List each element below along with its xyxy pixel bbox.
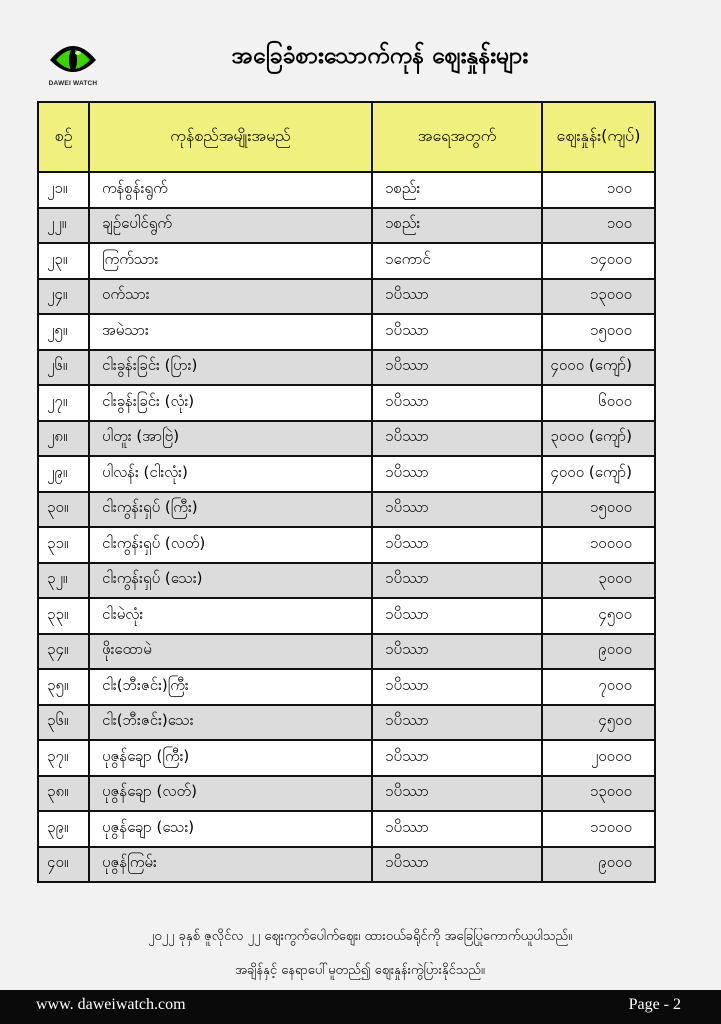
cell-price: ၁၃၀၀၀ xyxy=(542,776,655,812)
table-row xyxy=(38,705,655,741)
table-header-row xyxy=(38,102,655,172)
cell-item: ငါးခွန်းခြင်း (ပြား) xyxy=(89,350,372,386)
cell-quantity: ၁စည်း xyxy=(372,172,542,208)
table-row xyxy=(38,740,655,776)
cell-no: ၂၉။ xyxy=(38,456,89,492)
cell-item: ငါးခွန်းခြင်း (လုံး) xyxy=(89,385,372,421)
table-row xyxy=(38,598,655,634)
cell-quantity: ၁ပိဿာ xyxy=(372,634,542,670)
table-row xyxy=(38,279,655,315)
cell-price: ၉၀၀၀ xyxy=(542,634,655,670)
cell-item: ပုဇွန်ချော (သေး) xyxy=(89,811,372,847)
cell-price: ၄၀၀၀ (ကျော်) xyxy=(542,350,655,386)
cell-quantity: ၁ပိဿာ xyxy=(372,776,542,812)
cell-price: ၁၀၀ xyxy=(542,172,655,208)
table-row xyxy=(38,634,655,670)
cell-item: ငါး(ဘီးဇင်း)ကြီး xyxy=(89,669,372,705)
cell-price: ၄၅၀၀ xyxy=(542,598,655,634)
cell-no: ၃၆။ xyxy=(38,705,89,741)
cell-price: ၁၅၀၀၀ xyxy=(542,492,655,528)
cell-item: ပါလန်း (ငါးလုံး) xyxy=(89,456,372,492)
note-disclaimer: အချိန်နှင့် နေရာပေါ်မူတည်၍ ဈေးနှုန်းကွဲပြားနိုင်သည်။ xyxy=(235,963,485,978)
table-row xyxy=(38,776,655,812)
table-row xyxy=(38,208,655,244)
cell-price: ၇၀၀၀ xyxy=(542,669,655,705)
table-row xyxy=(38,350,655,386)
table-row xyxy=(38,456,655,492)
cell-item: ပုဇွန်ချော (ကြီး) xyxy=(89,740,372,776)
cell-no: ၂၇။ xyxy=(38,385,89,421)
column-header-price: ဈေးနှုန်း(ကျပ်) xyxy=(542,102,655,172)
cell-no: ၂၈။ xyxy=(38,421,89,457)
cell-item: ငါးကွန်းရှပ် (ကြီး) xyxy=(89,492,372,528)
cell-no: ၂၃။ xyxy=(38,243,89,279)
cell-quantity: ၁ပိဿာ xyxy=(372,527,542,563)
cell-price: ၁၁၀၀၀ xyxy=(542,811,655,847)
table-row xyxy=(38,172,655,208)
cell-no: ၃၉။ xyxy=(38,811,89,847)
cell-item: ငါးကွန်းရှပ် (လတ်) xyxy=(89,527,372,563)
table-body xyxy=(38,172,655,882)
cell-quantity: ၁ပိဿာ xyxy=(372,811,542,847)
cell-price: ၆၀၀၀ xyxy=(542,385,655,421)
cell-quantity: ၁ကောင် xyxy=(372,243,542,279)
cell-quantity: ၁ပိဿာ xyxy=(372,563,542,599)
eye-logo-icon xyxy=(40,38,106,80)
table-row xyxy=(38,847,655,883)
page-title: အခြေခံစားသောက်ကုန် ဈေးနှုန်းများ xyxy=(231,43,529,69)
cell-item: ငါးကွန်းရှပ် (သေး) xyxy=(89,563,372,599)
cell-no: ၂၄။ xyxy=(38,279,89,315)
footer-bar xyxy=(0,990,721,1024)
note-source: ၂၀၂၂ ခုနှစ် ဇူလိုင်လ ၂၂ ဈေးကွက်ပေါက်ဈေး၊ ထားဝယ်ခရိုင်ကို အခြေပြုကောက်ယူပါသည်။ xyxy=(147,929,573,944)
table-row xyxy=(38,563,655,599)
cell-quantity: ၁ပိဿာ xyxy=(372,669,542,705)
cell-item: ချဉ်ပေါင်ရွက် xyxy=(89,208,372,244)
table-row xyxy=(38,492,655,528)
column-header-item: ကုန်စည်အမျိုးအမည် xyxy=(89,102,372,172)
logo-text: DAWEI WATCH xyxy=(48,80,98,87)
cell-price: ၃၀၀၀ xyxy=(542,563,655,599)
cell-quantity: ၁ပိဿာ xyxy=(372,385,542,421)
cell-no: ၃၀။ xyxy=(38,492,89,528)
cell-no: ၃၄။ xyxy=(38,634,89,670)
cell-quantity: ၁ပိဿာ xyxy=(372,847,542,883)
cell-price: ၂၀၀၀၀ xyxy=(542,740,655,776)
price-table xyxy=(37,101,656,883)
cell-quantity: ၁စည်း xyxy=(372,208,542,244)
table-row xyxy=(38,421,655,457)
cell-quantity: ၁ပိဿာ xyxy=(372,350,542,386)
cell-item: ငါး(ဘီးဇင်း)သေး xyxy=(89,705,372,741)
cell-item: ကြက်သား xyxy=(89,243,372,279)
cell-price: ၄၀၀၀ (ကျော်) xyxy=(542,456,655,492)
cell-quantity: ၁ပိဿာ xyxy=(372,492,542,528)
logo xyxy=(40,38,106,90)
cell-item: ပါတူး (အာဗြဲ) xyxy=(89,421,372,457)
table-row xyxy=(38,314,655,350)
cell-no: ၃၂။ xyxy=(38,563,89,599)
cell-price: ၃၀၀၀ (ကျော်) xyxy=(542,421,655,457)
cell-quantity: ၁ပိဿာ xyxy=(372,740,542,776)
cell-item: အမဲသား xyxy=(89,314,372,350)
cell-quantity: ၁ပိဿာ xyxy=(372,279,542,315)
cell-no: ၃၇။ xyxy=(38,740,89,776)
cell-price: ၄၅၀၀ xyxy=(542,705,655,741)
website-text: www. daweiwatch.com xyxy=(36,996,186,1013)
cell-no: ၃၁။ xyxy=(38,527,89,563)
cell-quantity: ၁ပိဿာ xyxy=(372,705,542,741)
table-row xyxy=(38,811,655,847)
cell-item: ငါးမဲလုံး xyxy=(89,598,372,634)
table-row xyxy=(38,669,655,705)
cell-price: ၁၅၀၀၀ xyxy=(542,314,655,350)
cell-no: ၄၀။ xyxy=(38,847,89,883)
cell-quantity: ၁ပိဿာ xyxy=(372,314,542,350)
cell-no: ၂၆။ xyxy=(38,350,89,386)
cell-no: ၂၅။ xyxy=(38,314,89,350)
table-row xyxy=(38,385,655,421)
cell-quantity: ၁ပိဿာ xyxy=(372,456,542,492)
cell-item: ကန်စွန်းရွက် xyxy=(89,172,372,208)
cell-item: ဝက်သား xyxy=(89,279,372,315)
table-row xyxy=(38,243,655,279)
cell-price: ၉၀၀၀ xyxy=(542,847,655,883)
cell-price: ၁၀၀ xyxy=(542,208,655,244)
cell-item: ပုဇွန်ချော (လတ်) xyxy=(89,776,372,812)
cell-price: ၁၄၀၀၀ xyxy=(542,243,655,279)
cell-no: ၂၂။ xyxy=(38,208,89,244)
cell-quantity: ၁ပိဿာ xyxy=(372,421,542,457)
cell-item: ဖိုးထောမဲ xyxy=(89,634,372,670)
column-header-quantity: အရေအတွက် xyxy=(372,102,542,172)
cell-no: ၃၃။ xyxy=(38,598,89,634)
cell-item: ပုဇွန်ကြမ်း xyxy=(89,847,372,883)
cell-price: ၁၀၀၀၀ xyxy=(542,527,655,563)
cell-no: ၃၅။ xyxy=(38,669,89,705)
column-header-no: စဉ် xyxy=(38,102,89,172)
cell-quantity: ၁ပိဿာ xyxy=(372,598,542,634)
cell-no: ၂၁။ xyxy=(38,172,89,208)
table-row xyxy=(38,527,655,563)
cell-no: ၃၈။ xyxy=(38,776,89,812)
page-number: Page - 2 xyxy=(628,996,681,1013)
cell-price: ၁၃၀၀၀ xyxy=(542,279,655,315)
